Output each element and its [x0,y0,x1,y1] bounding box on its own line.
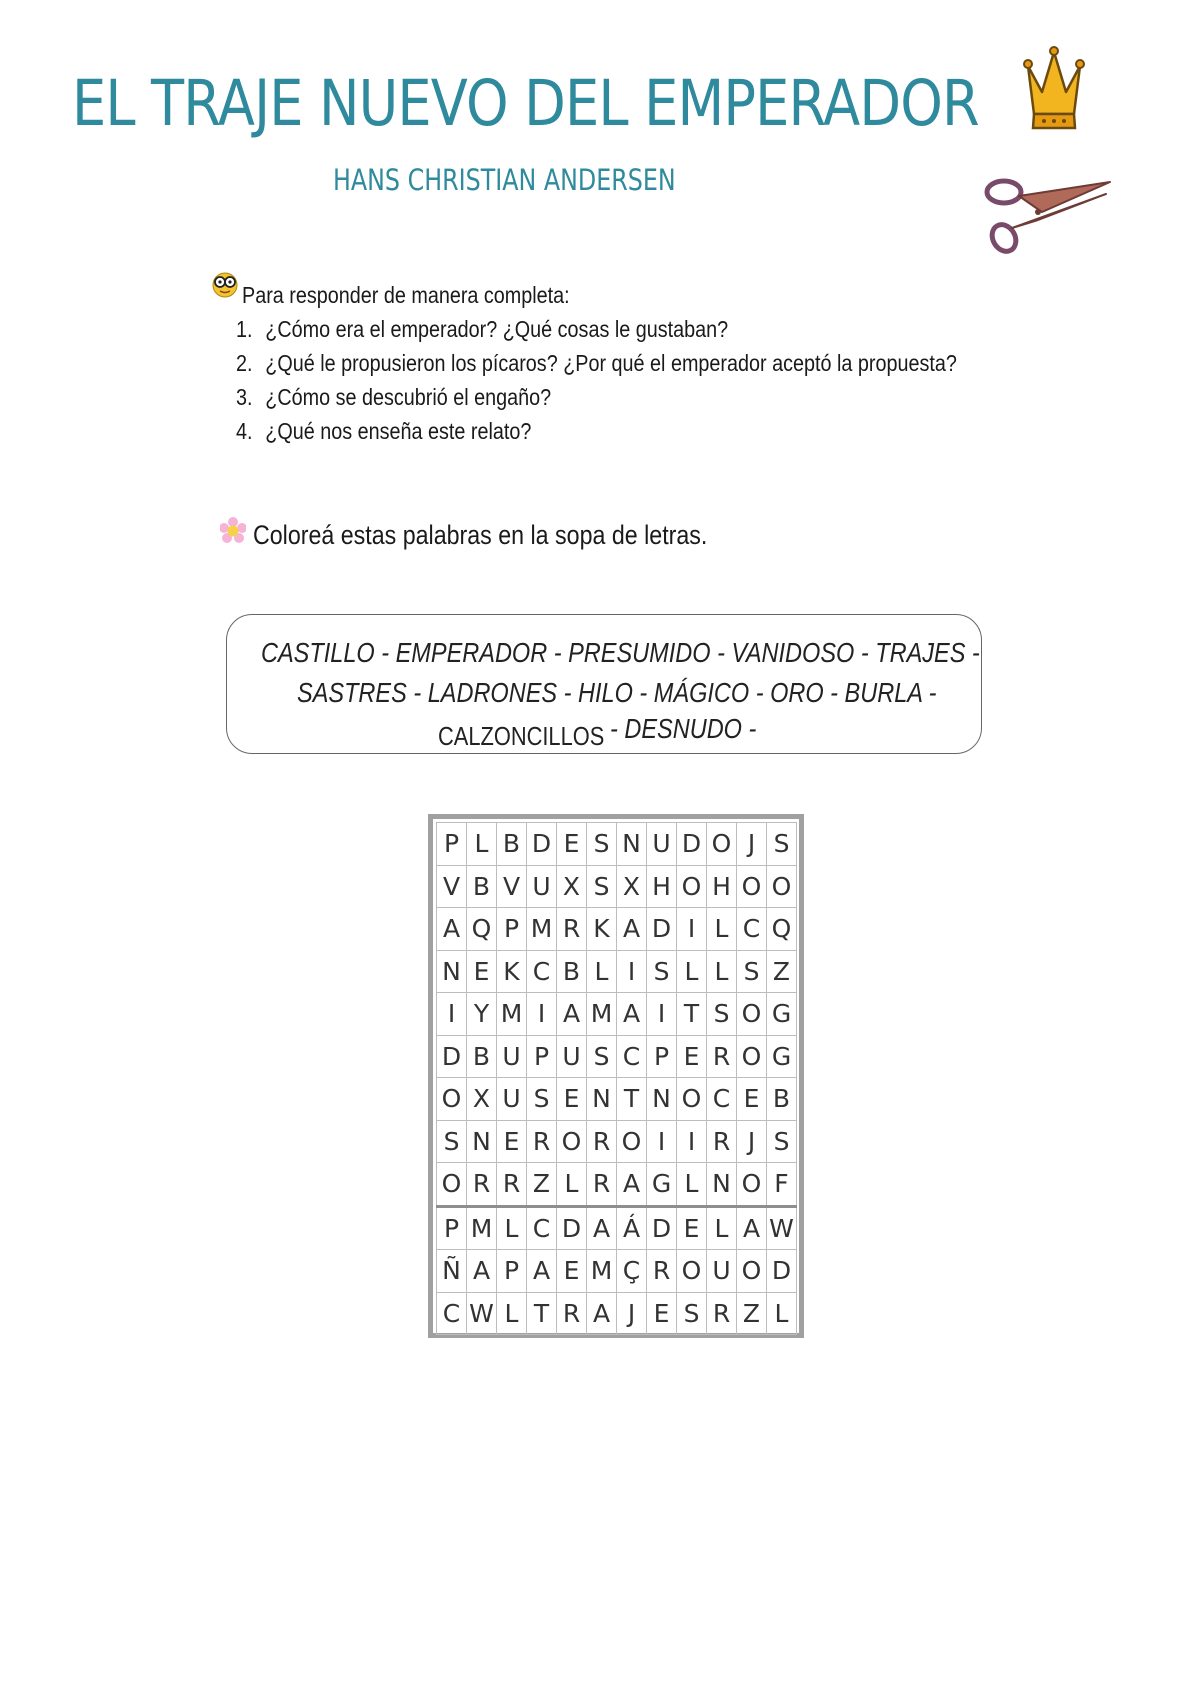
word-search-table [436,822,797,1335]
question-text: ¿Qué nos enseña este relato? [265,418,532,444]
grid-cell[interactable]: M [527,908,557,951]
grid-cell[interactable]: O [767,865,797,908]
grid-cell[interactable]: E [557,1250,587,1293]
grid-cell[interactable]: M [587,993,617,1036]
grid-cell[interactable]: O [737,993,767,1036]
word-search-grid [428,814,804,1338]
grid-cell[interactable]: C [527,1206,557,1250]
grid-cell[interactable]: I [647,993,677,1036]
grid-cell[interactable]: N [467,1120,497,1163]
grid-cell[interactable]: B [467,865,497,908]
grid-cell[interactable]: K [587,908,617,951]
grid-cell[interactable]: Ç [617,1250,647,1293]
grid-cell[interactable]: E [467,950,497,993]
grid-cell[interactable]: J [617,1292,647,1335]
grid-cell[interactable]: L [707,950,737,993]
grid-cell[interactable]: W [467,1292,497,1335]
grid-cell[interactable]: O [737,1250,767,1293]
grid-cell[interactable]: I [677,908,707,951]
grid-cell[interactable]: M [467,1206,497,1250]
grid-cell[interactable]: C [707,1078,737,1121]
grid-cell[interactable]: L [497,1206,527,1250]
grid-cell[interactable]: A [587,1292,617,1335]
grid-cell[interactable]: O [737,865,767,908]
grid-cell[interactable]: R [647,1250,677,1293]
grid-row [437,1250,797,1293]
grid-cell[interactable]: S [767,823,797,866]
grid-cell[interactable]: Z [737,1292,767,1335]
grid-row [437,1292,797,1335]
grid-cell[interactable]: Z [767,950,797,993]
grid-cell[interactable]: R [557,1292,587,1335]
grid-cell[interactable]: G [767,993,797,1036]
grid-cell[interactable]: I [617,950,647,993]
grid-cell[interactable]: B [497,823,527,866]
grid-cell[interactable]: S [647,950,677,993]
grid-cell[interactable]: B [557,950,587,993]
grid-cell[interactable]: O [677,1078,707,1121]
grid-cell[interactable]: J [737,823,767,866]
grid-cell[interactable]: C [737,908,767,951]
grid-cell[interactable]: A [617,993,647,1036]
grid-cell[interactable]: D [647,908,677,951]
grid-row [437,1035,797,1078]
grid-cell[interactable]: E [737,1078,767,1121]
grid-cell[interactable]: A [617,908,647,951]
grid-cell[interactable]: E [497,1120,527,1163]
grid-cell[interactable]: H [707,865,737,908]
word-list-line: CALZONCILLOS [438,721,605,751]
grid-cell[interactable]: L [767,1292,797,1335]
grid-row [437,993,797,1036]
grid-cell[interactable]: P [497,1250,527,1293]
grid-cell[interactable]: O [707,823,737,866]
grid-cell[interactable]: A [587,1206,617,1250]
questions-intro: Para responder de manera completa: [242,282,570,308]
grid-cell[interactable]: A [737,1206,767,1250]
grid-cell[interactable]: C [617,1035,647,1078]
word-list-box [226,614,982,754]
grid-cell[interactable]: V [497,865,527,908]
grid-cell[interactable]: L [707,908,737,951]
grid-cell[interactable]: O [557,1120,587,1163]
grid-cell[interactable]: I [647,1120,677,1163]
grid-cell[interactable]: L [677,950,707,993]
grid-cell[interactable]: P [437,823,467,866]
grid-row [437,908,797,951]
question-text: ¿Cómo se descubrió el engaño? [265,384,552,410]
grid-cell[interactable]: E [677,1035,707,1078]
grid-cell[interactable]: A [527,1250,557,1293]
grid-cell[interactable]: C [437,1292,467,1335]
grid-row [437,1120,797,1163]
grid-cell[interactable]: U [527,865,557,908]
question-number: 3. [236,384,253,410]
grid-cell[interactable]: R [707,1035,737,1078]
grid-cell[interactable]: E [677,1206,707,1250]
grid-row [437,1163,797,1207]
grid-cell[interactable]: G [767,1035,797,1078]
question-item [236,316,728,343]
grid-cell[interactable]: R [707,1292,737,1335]
grid-cell[interactable]: R [707,1120,737,1163]
grid-cell[interactable]: O [737,1035,767,1078]
grid-cell[interactable]: E [557,823,587,866]
grid-cell[interactable]: S [587,865,617,908]
word-list-line: - DESNUDO - [610,713,757,744]
grid-cell[interactable]: C [527,950,557,993]
grid-cell[interactable]: Z [527,1163,557,1207]
question-item [236,418,531,445]
grid-row [437,950,797,993]
grid-cell[interactable]: N [437,950,467,993]
question-number: 4. [236,418,253,444]
grid-cell[interactable]: S [677,1292,707,1335]
grid-cell[interactable]: P [437,1206,467,1250]
crown-icon [1020,44,1088,140]
grid-cell[interactable]: U [647,823,677,866]
grid-cell[interactable]: S [587,1035,617,1078]
grid-cell[interactable]: N [617,823,647,866]
glasses-emoji-icon [212,270,238,298]
grid-cell[interactable]: A [617,1163,647,1207]
grid-cell[interactable]: S [587,823,617,866]
grid-cell[interactable]: D [647,1206,677,1250]
grid-cell[interactable]: S [707,993,737,1036]
grid-cell[interactable]: U [497,1078,527,1121]
grid-cell[interactable]: L [557,1163,587,1207]
grid-cell[interactable]: D [557,1206,587,1250]
grid-cell[interactable]: U [707,1250,737,1293]
grid-cell[interactable]: D [677,823,707,866]
grid-cell[interactable]: L [677,1163,707,1207]
grid-cell[interactable]: Y [467,993,497,1036]
grid-cell[interactable]: E [557,1078,587,1121]
grid-cell[interactable]: T [677,993,707,1036]
grid-cell[interactable]: R [587,1163,617,1207]
grid-cell[interactable]: Q [467,908,497,951]
grid-cell[interactable]: J [737,1120,767,1163]
grid-cell[interactable]: S [437,1120,467,1163]
question-item [236,384,551,411]
grid-row [437,1078,797,1121]
grid-cell[interactable]: Q [767,908,797,951]
question-text: ¿Cómo era el emperador? ¿Qué cosas le gustaban? [265,316,729,342]
grid-cell[interactable]: U [557,1035,587,1078]
grid-cell[interactable]: U [497,1035,527,1078]
grid-cell[interactable]: I [677,1120,707,1163]
grid-row [437,865,797,908]
question-item [236,350,957,377]
flower-icon [220,516,246,546]
grid-cell[interactable]: Ñ [437,1250,467,1293]
wordsearch-instruction-text: Coloreá estas palabras en la sopa de letras. [253,520,708,550]
grid-cell[interactable]: R [497,1163,527,1207]
question-number: 1. [236,316,253,342]
grid-cell[interactable]: R [587,1120,617,1163]
grid-cell[interactable]: N [647,1078,677,1121]
word-list-line: CASTILLO - EMPERADOR - PRESUMIDO - VANIDOSO - TRAJES - [261,637,980,668]
grid-cell[interactable]: R [467,1163,497,1207]
grid-row [437,823,797,866]
grid-cell[interactable]: L [587,950,617,993]
grid-cell[interactable]: B [767,1078,797,1121]
word-list-line: SASTRES - LADRONES - HILO - MÁGICO - ORO - BURLA - [297,677,937,708]
grid-cell[interactable]: D [767,1250,797,1293]
grid-cell[interactable]: N [707,1163,737,1207]
grid-cell[interactable]: S [527,1078,557,1121]
grid-cell[interactable]: P [647,1035,677,1078]
grid-cell[interactable]: O [677,1250,707,1293]
grid-cell[interactable]: S [737,950,767,993]
page-title: EL TRAJE NUEVO DEL EMPERADOR [72,67,979,140]
grid-cell[interactable]: L [707,1206,737,1250]
grid-cell[interactable]: O [737,1163,767,1207]
grid-cell[interactable]: D [527,823,557,866]
grid-cell[interactable]: S [767,1120,797,1163]
grid-cell[interactable]: E [647,1292,677,1335]
grid-cell[interactable]: X [617,865,647,908]
grid-cell[interactable]: T [617,1078,647,1121]
grid-cell[interactable]: H [647,865,677,908]
grid-cell[interactable]: M [587,1250,617,1293]
grid-cell[interactable]: X [467,1078,497,1121]
grid-cell[interactable]: B [467,1035,497,1078]
grid-cell[interactable]: O [677,865,707,908]
grid-row [437,1206,797,1250]
grid-cell[interactable]: Á [617,1206,647,1250]
author-name: HANS CHRISTIAN ANDERSEN [333,163,676,197]
grid-cell[interactable]: O [437,1163,467,1207]
grid-cell[interactable]: R [557,908,587,951]
grid-cell[interactable]: N [587,1078,617,1121]
grid-cell[interactable]: W [767,1206,797,1250]
grid-cell[interactable]: L [467,823,497,866]
grid-cell[interactable]: P [497,908,527,951]
grid-cell[interactable]: F [767,1163,797,1207]
grid-cell[interactable]: R [527,1120,557,1163]
grid-cell[interactable]: M [497,993,527,1036]
grid-cell[interactable]: X [557,865,587,908]
scissors-icon [982,168,1114,258]
grid-cell[interactable]: D [437,1035,467,1078]
grid-cell[interactable]: O [437,1078,467,1121]
grid-cell[interactable]: O [617,1120,647,1163]
grid-cell[interactable]: L [497,1292,527,1335]
grid-cell[interactable]: K [497,950,527,993]
grid-cell[interactable]: A [557,993,587,1036]
grid-cell[interactable]: A [467,1250,497,1293]
grid-cell[interactable]: A [437,908,467,951]
question-text: ¿Qué le propusieron los pícaros? ¿Por qué el emperador aceptó la propuesta? [265,350,957,376]
grid-cell[interactable]: I [527,993,557,1036]
grid-cell[interactable]: T [527,1292,557,1335]
grid-cell[interactable]: I [437,993,467,1036]
grid-cell[interactable]: G [647,1163,677,1207]
question-number: 2. [236,350,253,376]
grid-cell[interactable]: V [437,865,467,908]
grid-cell[interactable]: P [527,1035,557,1078]
